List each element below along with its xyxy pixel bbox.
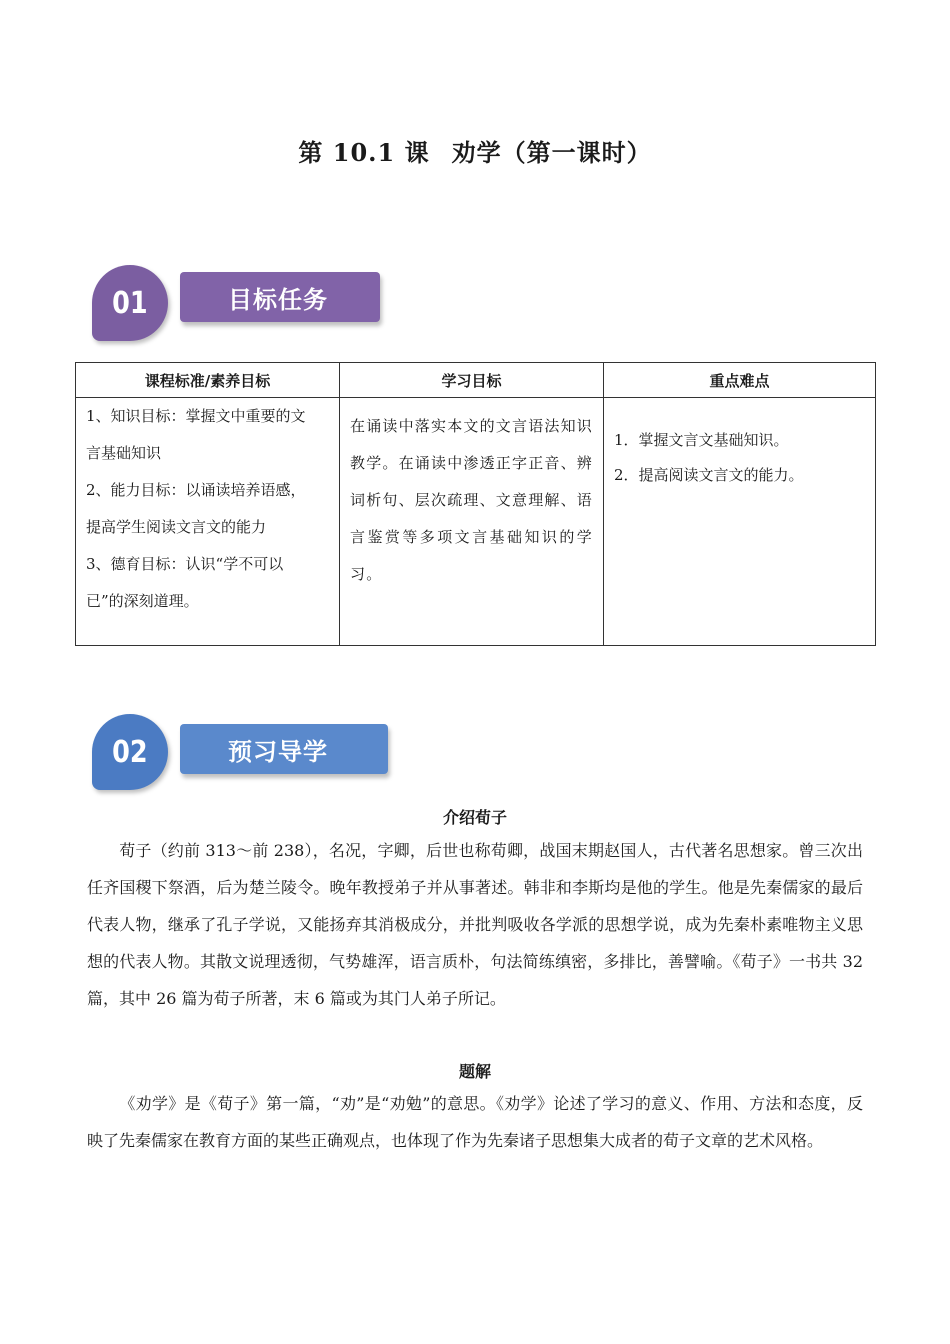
section-badge-goals — [92, 258, 402, 338]
table-header-objectives: 学习目标 — [340, 363, 604, 398]
table-row — [76, 398, 876, 646]
table-cell-key-points — [604, 398, 876, 646]
cell-line: 3、德育目标：认识“学不可以 — [86, 555, 284, 573]
explanation-heading: 题解 — [458, 1062, 491, 1081]
cell-line: 言基础知识 — [86, 444, 162, 462]
goals-table — [75, 362, 876, 646]
table-header-key-points: 重点难点 — [604, 363, 876, 398]
lesson-number: 第 10.1 课 — [298, 138, 430, 167]
table-header-standards: 课程标准/素养目标 — [76, 363, 340, 398]
cell-line: 提高学生阅读文言文的能力 — [86, 518, 267, 536]
cell-line: 1．掌握文言文基础知识。 — [614, 431, 789, 449]
table-cell-objectives: 在诵读中落实本文的文言语法知识教学。在诵读中渗透正字正音、辨词析句、层次疏理、文意理解、语言鉴赏等多项文言基础知识的学习。 — [340, 398, 604, 646]
explanation-paragraph: 《劝学》是《荀子》第一篇，“劝”是“劝勉”的意思。《劝学》论述了学习的意义、作用、方法和态度，反映了先秦儒家在教育方面的某些正确观点，也体现了作为先秦诸子思想集大成者的荀子文章的艺术风格。 — [87, 1094, 863, 1150]
intro-heading: 介绍荀子 — [442, 808, 507, 827]
section-number-badge: 02 — [92, 714, 168, 790]
section-label: 预习导学 — [180, 724, 388, 774]
intro-paragraph: 荀子（约前 313～前 238），名况，字卿，后世也称荀卿，战国末期赵国人，古代著名思想家。曾三次出任齐国稷下祭酒，后为楚兰陵令。晚年教授弟子并从事著述。韩非和李斯均是他的学生。他是先秦儒家的最后代表人物，继承了孔子学说，又能扬弃其消极成分，并批判吸收各学派的思想学说，成为先秦朴素唯物主义思想的代表人物。其散文说理透彻，气势雄浑，语言质朴，句法简练缜密，多排比，善譬喻。《荀子》一书共 32 篇，其中 26 篇为荀子所著，末 6 篇或为其门人弟子所记。 — [87, 841, 863, 1008]
section-badge-preview — [92, 708, 402, 788]
table-cell-standards — [76, 398, 340, 646]
page-title — [0, 133, 950, 168]
cell-line: 已”的深刻道理。 — [86, 592, 199, 610]
section-label: 目标任务 — [180, 272, 380, 322]
cell-line: 1、知识目标：掌握文中重要的文 — [86, 407, 306, 425]
cell-line: 2．提高阅读文言文的能力。 — [614, 466, 804, 484]
table-header-row — [76, 363, 876, 398]
lesson-name: 劝学（第一课时） — [451, 138, 652, 167]
cell-line: 2、能力目标：以诵读培养语感， — [86, 481, 306, 499]
section-number-badge: 01 — [92, 265, 168, 341]
